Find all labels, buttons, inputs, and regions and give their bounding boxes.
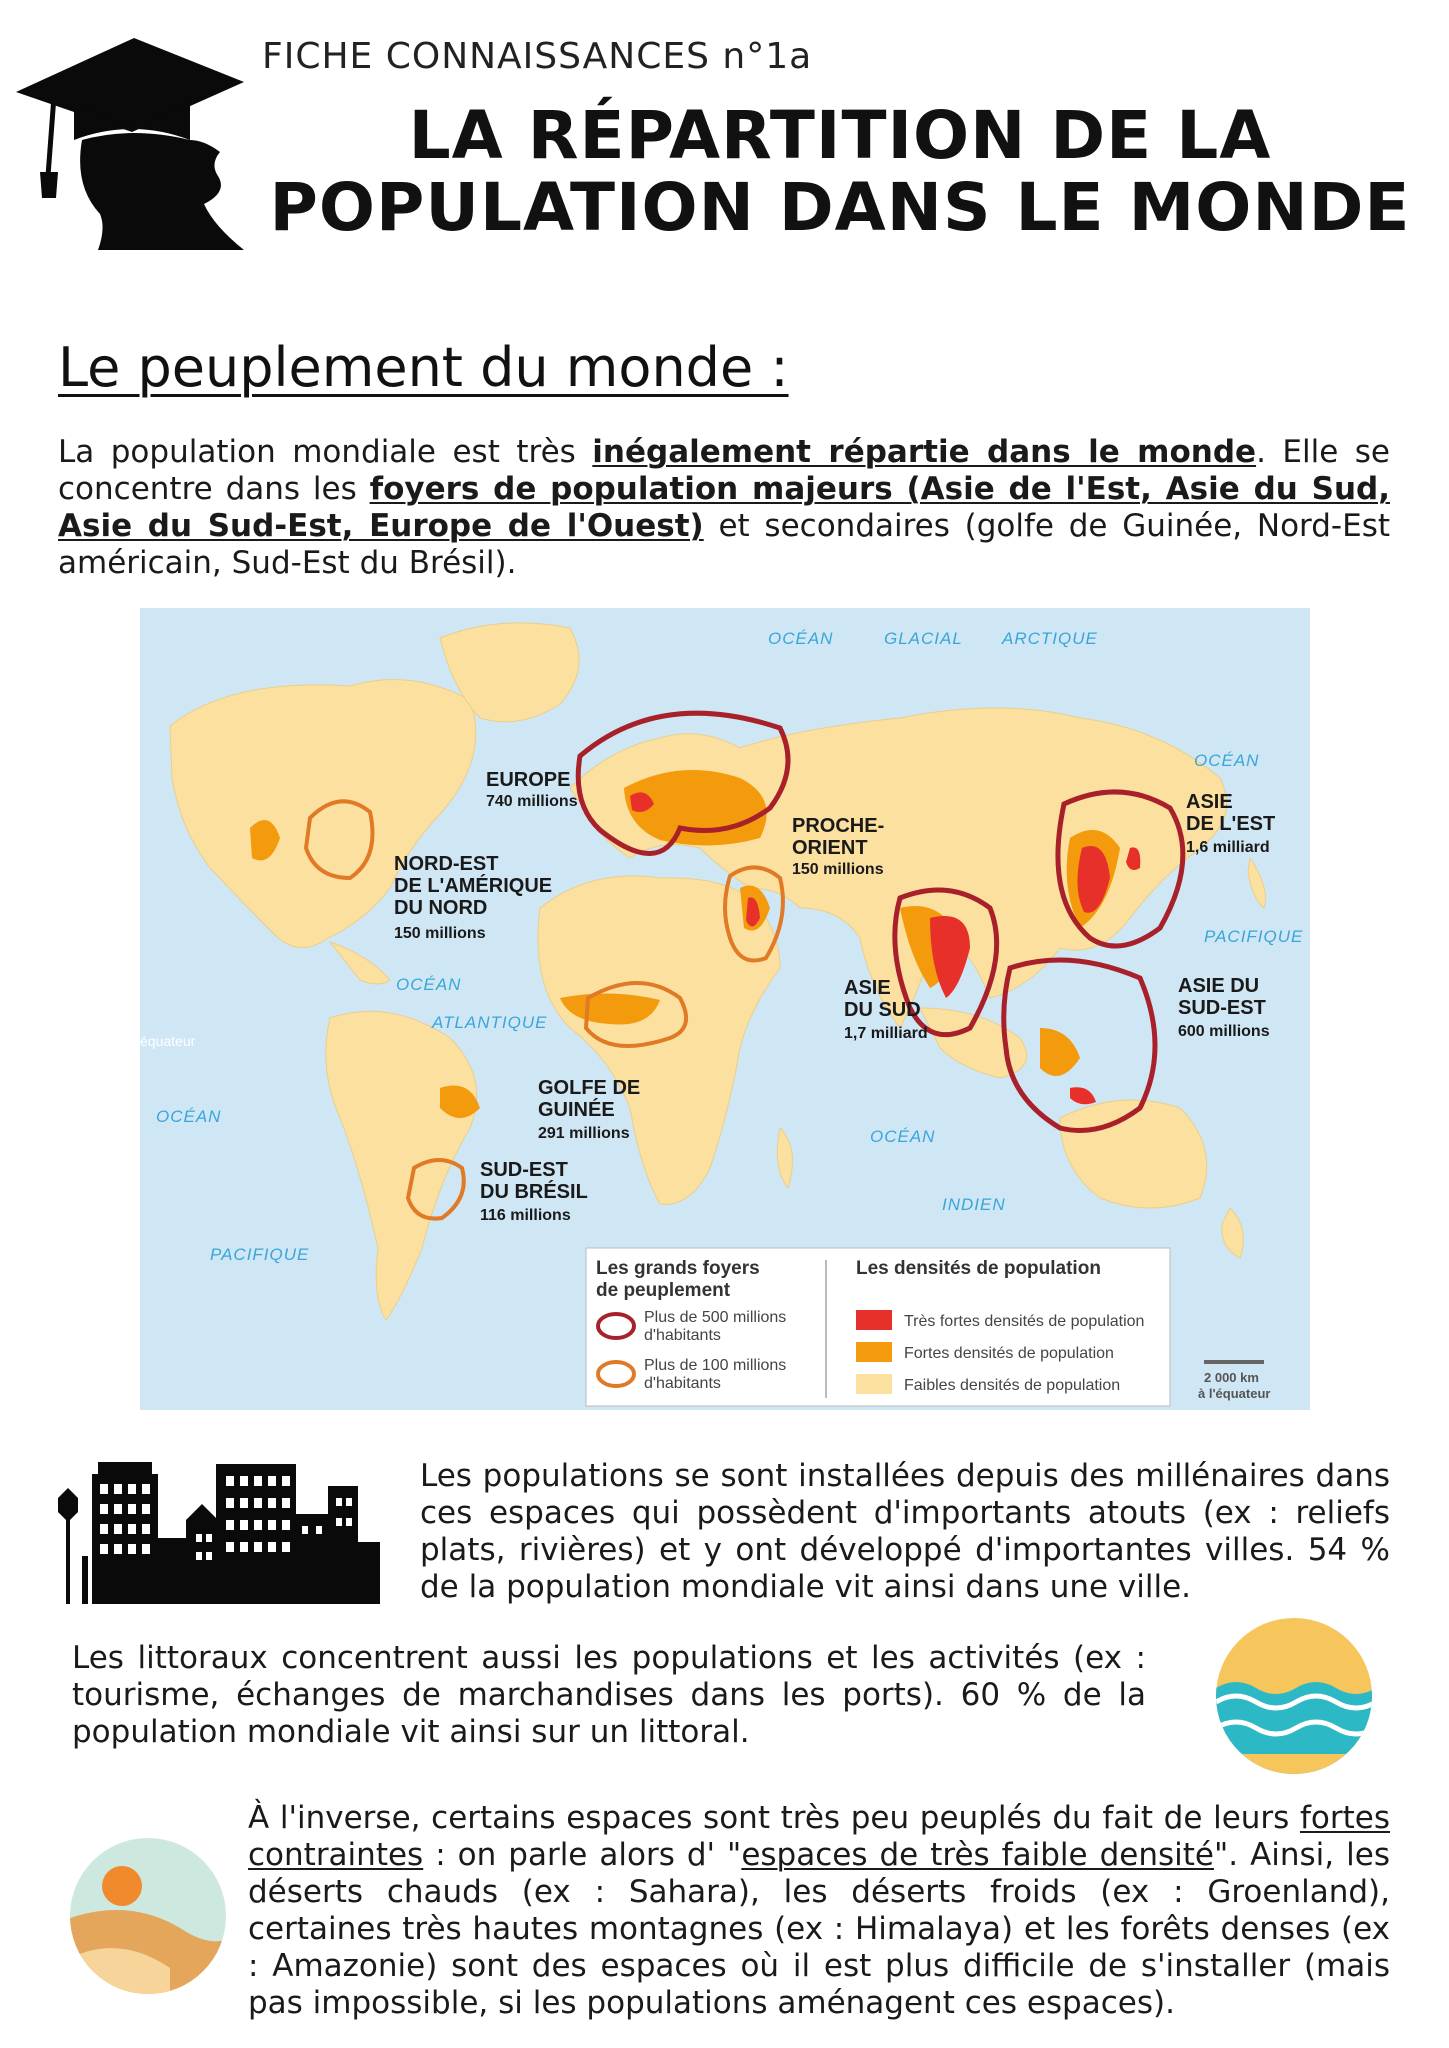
intro-text-3: et secondaires (golfe de Guinée, Nord-Est américain, Sud-Est du Brésil). <box>58 508 1390 581</box>
foyer-gg-line-2: GUINÉE <box>538 1099 615 1121</box>
foyer-ae-line-1: ASIE <box>1186 791 1233 813</box>
ocean-label-pacific-east-1: OCÉAN <box>1194 751 1260 770</box>
low-density-paragraph <box>248 1800 1390 2022</box>
low-density-emphasis-2: espaces de très faible densité <box>741 1837 1214 1873</box>
foyer-as-line-2: DU SUD <box>844 999 921 1021</box>
coast-paragraph: Les littoraux concentrent aussi les populations et les activités (ex : tourisme, échanges de marchandises dans les ports). 60 % de la population mondiale vit ainsi sur un littoral. <box>72 1640 1146 1750</box>
legend-low-label: Faibles densités de population <box>904 1377 1121 1394</box>
ocean-label-atlantic-2: ATLANTIQUE <box>432 1013 548 1032</box>
ocean-label-pacific-west-2: PACIFIQUE <box>210 1245 310 1264</box>
world-population-map <box>140 608 1310 1410</box>
scale-label-1: 2 000 km <box>1204 1370 1259 1385</box>
ocean-label-atlantic-1: OCÉAN <box>396 975 462 994</box>
legend-density-labels <box>904 1313 1144 1394</box>
kicker-label: FICHE CONNAISSANCES n°1a <box>262 36 813 77</box>
legend-secondary-label-2: d'habitants <box>644 1375 721 1392</box>
section-title: Le peuplement du monde : <box>58 336 789 399</box>
city-skyline-icon <box>58 1460 380 1604</box>
intro-emphasis-1: inégalement répartie dans le monde <box>592 434 1257 470</box>
intro-paragraph <box>58 434 1390 582</box>
foyer-gg-line-1: GOLFE DE <box>538 1077 641 1099</box>
intro-text-1: La population mondiale est très <box>58 434 593 470</box>
foyer-seb-pop: 116 millions <box>480 1207 571 1224</box>
foyer-ae-line-2: DE L'EST <box>1186 813 1276 835</box>
legend-major-label-2: d'habitants <box>644 1327 721 1344</box>
foyer-nea-line-3: DU NORD <box>394 897 488 919</box>
foyer-seb-line-1: SUD-EST <box>480 1159 568 1181</box>
title-line-1: LA RÉPARTITION DE LA <box>408 97 1272 174</box>
foyer-po-pop: 150 millions <box>792 861 884 878</box>
foyer-po-line-1: PROCHE- <box>792 815 885 837</box>
page-title <box>240 97 1440 246</box>
ocean-label-arctic-2: GLACIAL <box>884 629 963 648</box>
low-density-text-1: À l'inverse, certains espaces sont très peu peuplés du fait de leurs <box>248 1800 1300 1836</box>
cities-paragraph: Les populations se sont installées depuis des millénaires dans ces espaces qui possèdent d'importants atouts (ex : reliefs plats, rivières) et y ont développé d'importantes villes. 54 % de la population mondiale vit ainsi dans une ville. <box>420 1458 1390 1605</box>
desert-sun-icon <box>70 1838 226 1994</box>
foyer-nea-line-1: NORD-EST <box>394 853 499 875</box>
intro-text-2: . Elle se concentre dans les <box>58 434 1391 507</box>
legend-very-high-swatch <box>856 1310 892 1330</box>
ocean-label-arctic-1: OCÉAN <box>768 629 834 648</box>
graduate-silhouette-icon <box>14 36 244 250</box>
foyer-as-line-1: ASIE <box>844 977 891 999</box>
legend-title-densities: Les densités de population <box>856 1258 1101 1279</box>
foyer-ae-pop: 1,6 milliard <box>1186 839 1270 856</box>
foyer-nea-pop: 150 millions <box>394 925 486 942</box>
low-density-emphasis-1: fortes contraintes <box>248 1800 1390 1873</box>
foyer-po-line-2: ORIENT <box>792 837 868 859</box>
legend-very-high-label: Très fortes densités de population <box>904 1313 1145 1330</box>
low-density-text-3: ". Ainsi, les déserts chauds (ex : Sahara), les déserts froids (ex : Groenland), certaines très hautes montagnes (ex : Himalaya) et les forêts denses (ex : Amazonie) sont des espaces où il est plus difficile de s'installer (mais pas impossible, si les populations aménagent ces espaces). <box>248 1837 1390 2021</box>
low-density-text-2: : on parle alors d' " <box>423 1837 742 1873</box>
foyer-nea-line-2: DE L'AMÉRIQUE <box>394 875 553 897</box>
ocean-label-pacific-west-1: OCÉAN <box>156 1107 222 1126</box>
foyer-as-pop: 1,7 milliard <box>844 1025 928 1042</box>
legend-title-foyers-2: de peuplement <box>596 1280 731 1301</box>
legend-low-swatch <box>856 1374 892 1394</box>
foyer-ase-line-2: SUD-EST <box>1178 997 1266 1019</box>
legend-high-label: Fortes densités de population <box>904 1345 1114 1362</box>
ocean-label-pacific-east-2: PACIFIQUE <box>1204 927 1304 946</box>
ocean-label-indian-1: OCÉAN <box>870 1127 936 1146</box>
foyer-gg-pop: 291 millions <box>538 1125 630 1142</box>
ocean-label-arctic-3: ARCTIQUE <box>1002 629 1098 648</box>
legend-high-swatch <box>856 1342 892 1362</box>
legend-secondary-label-1: Plus de 100 millions <box>644 1357 787 1374</box>
intro-emphasis-2: foyers de population majeurs (Asie de l'Est, Asie du Sud, Asie du Sud-Est, Europe de l'Ouest) <box>58 471 1390 544</box>
legend-major-label-1: Plus de 500 millions <box>644 1309 787 1326</box>
ocean-label-indian-2: INDIEN <box>942 1195 1006 1214</box>
scale-label-2: à l'équateur <box>1198 1386 1271 1401</box>
foyer-seb-line-2: DU BRÉSIL <box>480 1181 588 1203</box>
foyer-europe-pop: 740 millions <box>486 793 578 810</box>
title-line-2: POPULATION DANS LE MONDE <box>269 169 1411 246</box>
legend-title-foyers-1: Les grands foyers <box>596 1258 760 1279</box>
foyer-ase-line-1: ASIE DU <box>1178 975 1260 997</box>
foyer-ase-pop: 600 millions <box>1178 1023 1270 1040</box>
sea-wave-icon <box>1216 1618 1372 1774</box>
map-legend <box>586 1248 1170 1406</box>
equator-label: équateur <box>140 1033 196 1049</box>
foyer-europe-name: EUROPE <box>486 769 571 791</box>
